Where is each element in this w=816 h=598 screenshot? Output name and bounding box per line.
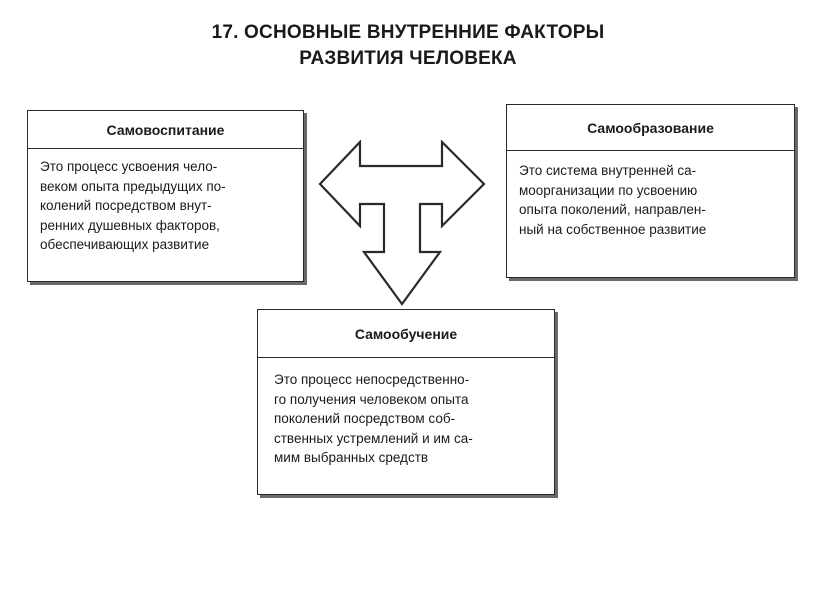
self-education-heading: Самовоспитание [28,111,303,149]
self-education-box [27,110,304,282]
self-learning-heading: Самообразование [507,105,794,151]
diagram-title-line-2: РАЗВИТИЯ ЧЕЛОВЕКА [299,48,517,69]
t-arrow-shape [320,142,484,304]
t-arrow-connector [318,140,488,308]
self-teaching-text: Это процесс непосредственно- го получения человеком опыта поколений посредством соб- ственных устремлений и им са- мим выбранных средств [274,372,473,465]
self-teaching-heading: Самообучение [258,310,554,358]
self-teaching-box [257,309,555,495]
diagram-title-line-1: 17. ОСНОВНЫЕ ВНУТРЕННИЕ ФАКТОРЫ [211,22,605,43]
self-learning-box [506,104,795,278]
self-education-text: Это процесс усвоения чело- веком опыта предыдущих по- колений посредством внут- ренних душевных факторов, обеспечивающих развитие [40,159,226,252]
self-learning-text: Это система внутренней са- моорганизации по усвоению опыта поколений, направлен- ный на собственное развитие [519,163,707,237]
diagram-title [0,20,816,72]
